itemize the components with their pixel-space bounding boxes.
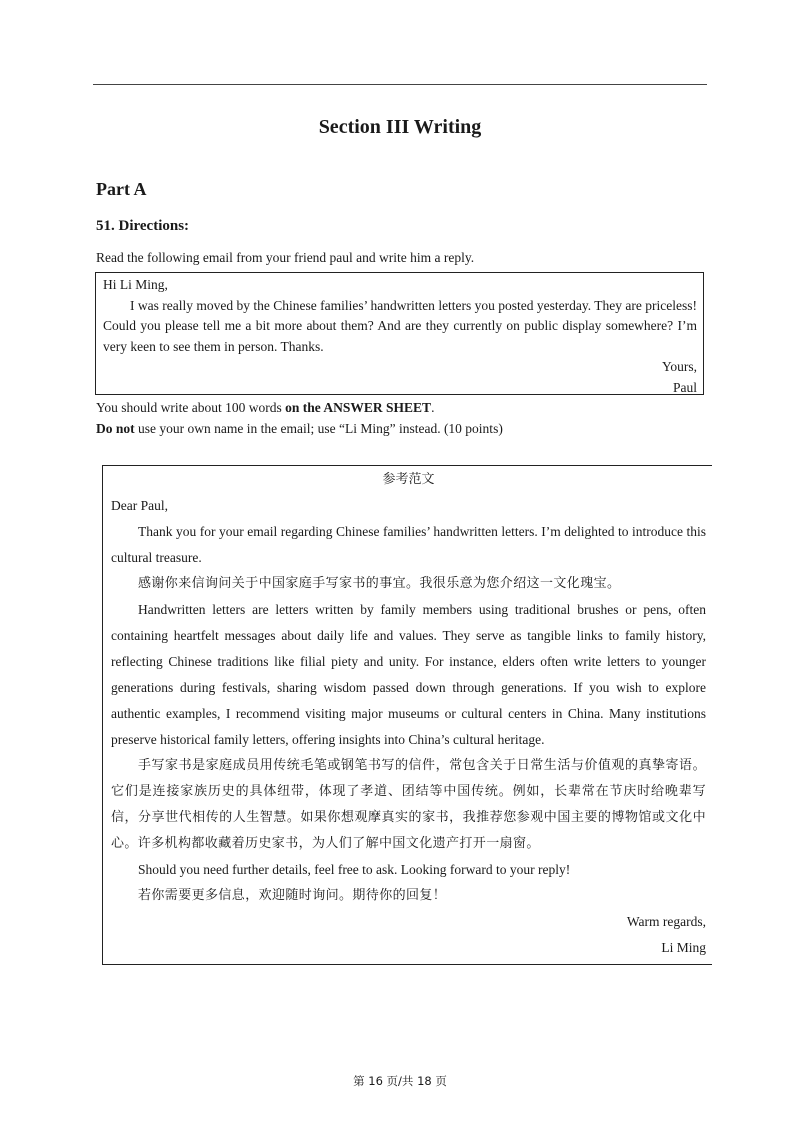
requirement-2-bold: Do not bbox=[96, 421, 135, 436]
intro-text: Read the following email from your friend paul and write him a reply. bbox=[96, 250, 475, 265]
email-signature: Paul bbox=[672, 379, 697, 395]
sample-paragraph-2-zh: 手写家书是家庭成员用传统毛笔或钢笔书写的信件，常包含关于日常生活与价值观的真挚寄语。它们是连接家族历史的具体纽带，体现了孝道、团结等中国传统。例如，长辈常在节庆时给晚辈写信，分享世代相传的人生智慧。如果你想观摩真实的家书，我推荐您参观中国主要的博物馆或文化中心。许多机构都收藏着历史家书，为人们了解中国文化遗产打开一扇窗。 bbox=[111, 758, 706, 851]
sample-paragraph-3-en: Should you need further details, feel free to ask. Looking forward to your reply! bbox=[138, 862, 571, 877]
directions-heading: 51. Directions: bbox=[96, 218, 190, 234]
email-closing: Yours, bbox=[661, 359, 697, 375]
sample-paragraph-1-zh: 感谢你来信询问关于中国家庭手写家书的事宜。我很乐意为您介绍这一文化瑰宝。 bbox=[138, 576, 621, 591]
page-footer: 第 16 页/共 18 页 bbox=[353, 1074, 447, 1088]
requirement-1-bold: on the ANSWER SHEET bbox=[285, 400, 432, 415]
email-greeting: Hi Li Ming, bbox=[103, 277, 168, 292]
requirement-1-suffix: . bbox=[431, 400, 435, 415]
sample-paragraph-2-en: Handwritten letters are letters written by family members using traditional brushes or pens, often containing heartfelt messages about daily life and values. They serve as tangible links to family history, reflecting Chinese traditions like filial piety and unity. For instance, elders often write letters to younger generations during festivals, sharing wisdom passed down through generations. If you wish to explore authentic examples, I recommend visiting major museums or cultural centers in China. Many institutions preserve historical family letters, offering insights into China’s cultural heritage. bbox=[111, 602, 706, 747]
section-title: Section III Writing bbox=[318, 116, 482, 138]
email-body: I was really moved by the Chinese families’ handwritten letters you posted yesterday. They are priceless! Could you please tell me a bit more about them? And are they currently on public display somewhere? I’m very keen to see them in person. Thanks. bbox=[103, 297, 697, 354]
requirement-line-1 bbox=[96, 400, 434, 416]
requirement-line-2 bbox=[96, 421, 503, 437]
sample-closing: Warm regards, bbox=[626, 914, 706, 929]
sample-paragraph-1-en: Thank you for your email regarding Chinese families’ handwritten letters. I’m delighted to introduce this cultural treasure. bbox=[111, 524, 706, 565]
part-title: Part A bbox=[96, 179, 147, 199]
top-rule bbox=[93, 84, 707, 85]
sample-title: 参考范文 bbox=[382, 472, 435, 487]
requirement-2-rest: use your own name in the email; use “Li Ming” instead. (10 points) bbox=[134, 421, 503, 436]
sample-greeting: Dear Paul, bbox=[111, 498, 168, 513]
sample-signature: Li Ming bbox=[661, 940, 706, 955]
sample-answer-box bbox=[102, 465, 712, 965]
sample-paragraph-3-zh: 若你需要更多信息，欢迎随时询问。期待你的回复！ bbox=[138, 888, 447, 903]
email-box bbox=[95, 272, 704, 395]
requirement-1-prefix: You should write about 100 words bbox=[96, 400, 286, 415]
